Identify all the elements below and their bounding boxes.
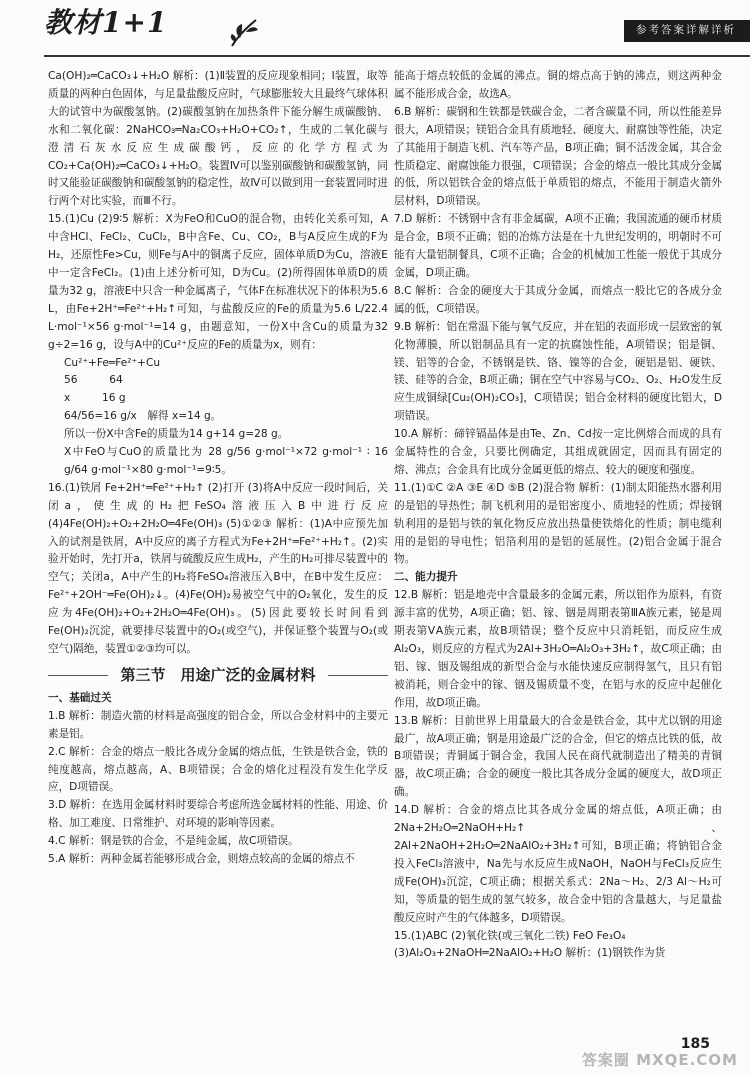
answer-4: 4.C 解析：钢是铁的合金，不是纯金属，故C项错误。 [48,835,299,848]
answer-9: 9.B 解析：铝在常温下能与氧气反应，并在铝的表面形成一层致密的氧化物薄膜，所以铝制品具有一定的抗腐蚀性能，A项错误；铝是铜、镁、铝等的合金，不锈钢是铁、铬、镍等的合金，硬铝是铝、硬铁、镁、硅等的合金，B项正确；铜在空气中容易与CO₂、O₂、H₂O发生反应生成铜绿[Cu₂(OH)₂CO₃]，C项错误；铝合金材料的硬度比铝大，D项错误。 [394,320,722,423]
answer-16: 16.(1)铁屑 Fe+2H⁺═Fe²⁺+H₂↑ (2)打开 (3)将A中反应一段时间后，关闭a，使生成的H₂把FeSO₄溶液压入B中进行反应 (4)4Fe(OH)₂+O₂+2H₂O═4Fe(OH)₃ (5)①②③ 解析：(1)A中应预先加入的试剂是铁屑，A中反应的离子方程式为Fe+2H⁺═Fe²⁺+H₂↑。(2)实验开始时，先打开a，铁屑与硫酸反应生成H₂，产生的H₂可排尽装置中的空气；关闭a，A中产生的H₂将FeSO₄溶液压入B中，在B中发生反应：Fe²⁺+2OH⁻═Fe(OH)₂↓。(4)Fe(OH)₂易被空气中的O₂氧化，发生的反应为4Fe(OH)₂+O₂+2H₂O═4Fe(OH)₃。(5)因此要较长时间看到Fe(OH)₂沉淀，就要排尽装置中的O₂(或空气)，并保证整个装置与O₂(或空气)隔绝，装置①②③均可以。 [48,481,388,655]
equation-line: 56 64 [64,374,123,387]
answer-5: 5.A 解析：两种金属若能够形成合金，则熔点较高的金属的熔点不 [48,853,355,866]
answer-1: 1.B 解析：制造火箭的材料是高强度的铝合金，所以合金材料中的主要元素是铝。 [48,709,388,740]
answer-13: 13.B 解析：目前世界上用量最大的合金是铁合金，其中尤以钢的用途最广，故A项正确；钢是用途最广泛的合金，但它的熔点比铁的低，故B项错误；青铜属于铜合金，我国人民在商代就制造出了精美的青铜器，故C项正确；合金的硬度一般比其各成分金属的硬度大，故D项正确。 [394,714,722,799]
right-column [394,68,722,963]
equation-line: 64/56=16 g/x 解得 x=14 g。 [64,410,222,423]
subsection-heading: 二、能力提升 [394,571,458,584]
equation-line: 所以一份X中含Fe的质量为14 g+14 g=28 g。 [64,428,289,441]
equation-line: X中FeO与CuO的质量比为 28 g/56 g·mol⁻¹×72 g·mol⁻¹ ∶ 16 g/64 g·mol⁻¹×80 g·mol⁻¹=9∶5。 [64,446,388,476]
answer-6: 6.B 解析：碳钢和生铁都是铁碳合金，二者含碳量不同，所以性能差异很大，A项错误；镁铝合金具有质地轻、硬度大、耐腐蚀等性能，决定了其能用于制造飞机、汽车等产品，B项正确；铜不活泼金属，其合金性质稳定、耐腐蚀能力很强，C项错误；合金的熔点一般比其成分金属的低，所以铝铁合金的熔点低于单质铝的熔点，不能用于制造火箭外层材料，D项错误。 [394,105,722,208]
equation-line: x 16 g [64,392,126,405]
answer-15: 15.(1)ABC (2)氧化铁(或三氧化二铁) FeO Fe₃O₄ [394,929,626,942]
answer-11: 11.(1)①C ②A ③E ④D ⑤B (2)混合物 解析：(1)制太阳能热水器利用的是铝的导热性；制飞机利用的是铝密度小、质地轻的性质；焊接钢轨利用的是铝与铁的氧化物反应放出热量使铁熔化的性质；制电缆利用的是铝的导电性；铝箔利用的是铝的延展性。(2)铝合金属于混合物。 [394,481,722,566]
watermark: 答案圈 MXQE.COM [581,1051,738,1070]
answer-15: 15.(1)Cu (2)9∶5 解析：X为FeO和CuO的混合物，由转化关系可知，A中含HCl、FeCl₂、CuCl₂，B中含Fe、Cu、CO₂，B与A反应生成的F为H₂，还原性Fe>Cu，则Fe与A中的铜离子反应，固体单质D为Cu，溶液E中一定含FeCl₂。(1)由上述分析可知，D为Cu。(2)所得固体单质D的质量为32 g，溶液E中只含一种金属离子，气体F在标准状况下的体积为5.6 L，由Fe+2H⁺═Fe²⁺+H₂↑可知，与盐酸反应的Fe的质量为5.6 L/22.4 L·mol⁻¹×56 g·mol⁻¹=14 g，由题意知，一份X中含Cu的质量为32 g÷2=16 g，设与A中的Cu²⁺反应的Fe的质量为x，则有： [48,213,388,351]
answer-8: 8.C 解析：合金的硬度大于其成分金属，而熔点一般比它的各成分金属的低，C项错误。 [394,284,722,315]
brand-logo: 教材1+1 [44,6,168,39]
answer-14: 14.D 解析：合金的熔点比其各成分金属的熔点低，A项正确；由2Na+2H₂O═2NaOH+H₂↑、2Al+2NaOH+2H₂O═2NaAlO₂+3H₂↑可知，B项正确；将钠铝合金投入FeCl₃溶液中，Na先与水反应生成NaOH，NaOH与FeCl₃反应生成Fe(OH)₃沉淀，C项正确；根据关系式：2Na～H₂、2/3 Al～H₂可知，等质量的铝生成的氢气较多，故合金中铝的含量越大，与足量盐酸反应时产生的气体越多，D项错误。 [394,804,722,924]
equation-line: Cu²⁺+Fe═Fe²⁺+Cu [64,356,161,369]
answer-12: 12.B 解析：铝是地壳中含量最多的金属元素，所以铝作为原料，有资源丰富的优势，A项正确；铝、镓、铟是周期表第ⅢA族元素，铋是周期表第ⅤA族元素，故B项错误；整个反应中只消耗铝，而反应生成Al₂O₃，则反应的方程式为2Al+3H₂O═Al₂O₃+3H₂↑，故C项正确；由铝、镓、铟及锡组成的新型合金与水能快速反应制得氢气，且只有铝被消耗，则合金中的镓、铟及锡质量不变，在铝与水的反应中起催化作用，故D项正确。 [394,589,722,709]
leaf-decoration-icon [228,18,260,48]
answer-3: 3.D 解析：在选用金属材料时要综合考虑所选金属材料的性能、用途、价格、加工难度、日常维护、对环境的影响等因素。 [48,799,388,830]
page-number: 185 [680,1036,710,1053]
left-column [48,68,388,869]
header-tag: 参考答案详解详析 [624,20,750,42]
answer-10: 10.A 解析：碲锌镉晶体是由Te、Zn、Cd按一定比例熔合而成的具有金属特性的合金，只要比例确定，其组成就固定，因而具有固定的熔、沸点；合金具有比成分金属更低的熔点、较大的硬度和强度。 [394,428,722,476]
answer-2: 2.C 解析：合金的熔点一般比各成分金属的熔点低，生铁是铁合金，铁的纯度越高，熔点越高，A、B项错误；合金的熔化过程没有发生化学反应，D项错误。 [48,745,388,794]
section-title: 第三节 用途广泛的金属材料 [48,664,388,686]
page-header [0,0,750,58]
answer-7: 7.D 解析：不锈钢中含有非金属碳，A项不正确；我国流通的硬币材质是合金，B项不正确；铝的冶炼方法是在十九世纪发明的，明朝时不可能有大量铝制餐具，C项不正确；合金的机械加工性能一般优于其成分金属，D项正确。 [394,213,722,279]
answer-5-continued: 能高于熔点较低的金属的沸点。铜的熔点高于钠的沸点，则这两种金属不能形成合金，故选A。 [394,70,722,100]
subsection-heading: 一、基础过关 [48,691,112,704]
answer-14-continued: Ca(OH)₂═CaCO₃↓+H₂O 解析：(1)Ⅱ装置的反应现象相同；Ⅰ装置，取等质量的两种白色固体，与足量盐酸反应时，气球膨胀较大且最终气球体积大的试管中为碳酸氢钠。(2)碳酸氢钠在加热条件下能分解生成碳酸钠、水和二氧化碳：2NaHCO₃═Na₂CO₃+H₂O+CO₂↑，生成的二氧化碳与澄清石灰水反应生成碳酸钙，反应的化学方程式为CO₂+Ca(OH)₂═CaCO₃↓+H₂O。装置Ⅳ可以鉴别碳酸钠和碳酸氢钠，同时又能验证碳酸钠和碳酸氢钠的稳定性，故Ⅳ可以做到用一套装置同时进行两个对比实验，而Ⅲ不行。 [48,70,388,208]
answer-15-part3: (3)Al₂O₃+2NaOH═2NaAlO₂+H₂O 解析：(1)钢铁作为货 [394,947,666,960]
header-divider [44,55,750,57]
